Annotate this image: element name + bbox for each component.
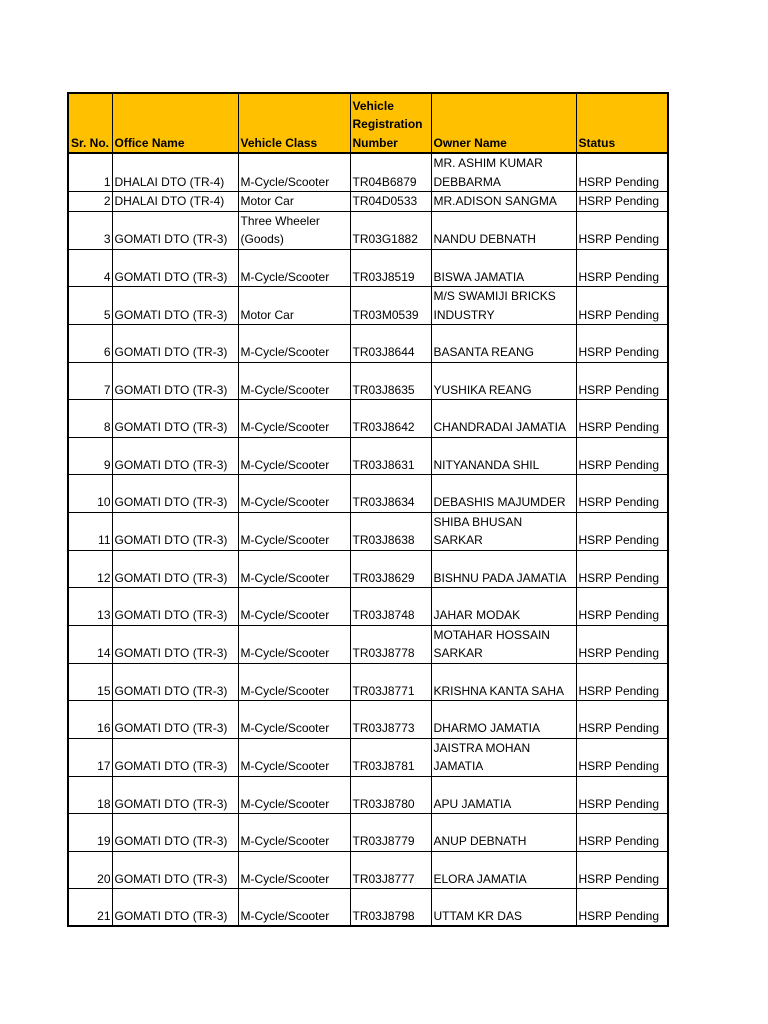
owner-name-cell: YUSHIKA REANG xyxy=(431,362,576,400)
sr-no-cell: 19 xyxy=(68,814,112,852)
status-cell: HSRP Pending xyxy=(576,625,668,663)
office-name-cell: GOMATI DTO (TR-3) xyxy=(112,211,238,249)
registration-number-cell: TR03J8781 xyxy=(350,738,431,776)
sr-no-cell: 14 xyxy=(68,625,112,663)
status-cell: HSRP Pending xyxy=(576,192,668,212)
status-cell: HSRP Pending xyxy=(576,701,668,739)
vehicle-class-cell: M-Cycle/Scooter xyxy=(238,625,350,663)
sr-no-cell: 12 xyxy=(68,550,112,588)
vehicle-class-cell: M-Cycle/Scooter xyxy=(238,776,350,814)
status-cell: HSRP Pending xyxy=(576,663,668,701)
owner-name-cell: M/S SWAMIJI BRICKS INDUSTRY xyxy=(431,287,576,325)
owner-name-cell: KRISHNA KANTA SAHA xyxy=(431,663,576,701)
table-row xyxy=(68,701,668,739)
owner-name-cell: NANDU DEBNATH xyxy=(431,211,576,249)
status-cell: HSRP Pending xyxy=(576,512,668,550)
vehicle-class-cell: M-Cycle/Scooter xyxy=(238,851,350,889)
vehicle-class-cell: M-Cycle/Scooter xyxy=(238,701,350,739)
table-row xyxy=(68,211,668,249)
status-cell: HSRP Pending xyxy=(576,400,668,438)
registration-number-cell: TR03J8780 xyxy=(350,776,431,814)
owner-name-cell: BISWA JAMATIA xyxy=(431,249,576,287)
sr-no-cell: 20 xyxy=(68,851,112,889)
vehicle-class-cell: M-Cycle/Scooter xyxy=(238,249,350,287)
sr-no-cell: 3 xyxy=(68,211,112,249)
office-name-cell: GOMATI DTO (TR-3) xyxy=(112,475,238,513)
table-row xyxy=(68,625,668,663)
header-office-name: Office Name xyxy=(112,93,238,153)
sr-no-cell: 8 xyxy=(68,400,112,438)
sr-no-cell: 17 xyxy=(68,738,112,776)
office-name-cell: GOMATI DTO (TR-3) xyxy=(112,400,238,438)
hsrp-pending-table xyxy=(67,92,669,927)
office-name-cell: GOMATI DTO (TR-3) xyxy=(112,325,238,363)
header-vehicle-registration-number: Vehicle Registration Number xyxy=(350,93,431,153)
office-name-cell: GOMATI DTO (TR-3) xyxy=(112,663,238,701)
table-row xyxy=(68,512,668,550)
registration-number-cell: TR03J8777 xyxy=(350,851,431,889)
status-cell: HSRP Pending xyxy=(576,776,668,814)
vehicle-class-cell: Three Wheeler (Goods) xyxy=(238,211,350,249)
table-row xyxy=(68,362,668,400)
owner-name-cell: ANUP DEBNATH xyxy=(431,814,576,852)
table-row xyxy=(68,192,668,212)
sr-no-cell: 10 xyxy=(68,475,112,513)
table-row xyxy=(68,776,668,814)
table-row xyxy=(68,249,668,287)
vehicle-class-cell: M-Cycle/Scooter xyxy=(238,738,350,776)
owner-name-cell: NITYANANDA SHIL xyxy=(431,437,576,475)
sr-no-cell: 9 xyxy=(68,437,112,475)
registration-number-cell: TR03J8771 xyxy=(350,663,431,701)
sr-no-cell: 18 xyxy=(68,776,112,814)
status-cell: HSRP Pending xyxy=(576,211,668,249)
status-cell: HSRP Pending xyxy=(576,362,668,400)
header-vehicle-class: Vehicle Class xyxy=(238,93,350,153)
vehicle-class-cell: M-Cycle/Scooter xyxy=(238,437,350,475)
vehicle-class-cell: M-Cycle/Scooter xyxy=(238,400,350,438)
status-cell: HSRP Pending xyxy=(576,851,668,889)
vehicle-class-cell: Motor Car xyxy=(238,287,350,325)
status-cell: HSRP Pending xyxy=(576,325,668,363)
owner-name-cell: BISHNU PADA JAMATIA xyxy=(431,550,576,588)
sr-no-cell: 15 xyxy=(68,663,112,701)
registration-number-cell: TR03J8644 xyxy=(350,325,431,363)
sr-no-cell: 6 xyxy=(68,325,112,363)
registration-number-cell: TR03J8773 xyxy=(350,701,431,739)
status-cell: HSRP Pending xyxy=(576,287,668,325)
office-name-cell: GOMATI DTO (TR-3) xyxy=(112,814,238,852)
vehicle-class-cell: M-Cycle/Scooter xyxy=(238,588,350,626)
registration-number-cell: TR03J8631 xyxy=(350,437,431,475)
owner-name-cell: MR. ASHIM KUMAR DEBBARMA xyxy=(431,153,576,192)
sr-no-cell: 7 xyxy=(68,362,112,400)
office-name-cell: GOMATI DTO (TR-3) xyxy=(112,362,238,400)
table-row xyxy=(68,738,668,776)
owner-name-cell: CHANDRADAI JAMATIA xyxy=(431,400,576,438)
owner-name-cell: UTTAM KR DAS xyxy=(431,889,576,927)
sr-no-cell: 13 xyxy=(68,588,112,626)
table-row xyxy=(68,663,668,701)
office-name-cell: GOMATI DTO (TR-3) xyxy=(112,701,238,739)
table-row xyxy=(68,287,668,325)
office-name-cell: GOMATI DTO (TR-3) xyxy=(112,437,238,475)
status-cell: HSRP Pending xyxy=(576,249,668,287)
owner-name-cell: DHARMO JAMATIA xyxy=(431,701,576,739)
registration-number-cell: TR03J8748 xyxy=(350,588,431,626)
status-cell: HSRP Pending xyxy=(576,153,668,192)
table-row xyxy=(68,851,668,889)
table-row xyxy=(68,814,668,852)
status-cell: HSRP Pending xyxy=(576,814,668,852)
office-name-cell: GOMATI DTO (TR-3) xyxy=(112,287,238,325)
owner-name-cell: ELORA JAMATIA xyxy=(431,851,576,889)
sr-no-cell: 4 xyxy=(68,249,112,287)
vehicle-class-cell: M-Cycle/Scooter xyxy=(238,814,350,852)
status-cell: HSRP Pending xyxy=(576,550,668,588)
office-name-cell: DHALAI DTO (TR-4) xyxy=(112,192,238,212)
sr-no-cell: 11 xyxy=(68,512,112,550)
office-name-cell: GOMATI DTO (TR-3) xyxy=(112,625,238,663)
sr-no-cell: 21 xyxy=(68,889,112,927)
owner-name-cell: SHIBA BHUSAN SARKAR xyxy=(431,512,576,550)
vehicle-class-cell: M-Cycle/Scooter xyxy=(238,153,350,192)
owner-name-cell: DEBASHIS MAJUMDER xyxy=(431,475,576,513)
registration-number-cell: TR03J8778 xyxy=(350,625,431,663)
registration-number-cell: TR03J8519 xyxy=(350,249,431,287)
status-cell: HSRP Pending xyxy=(576,738,668,776)
table-row xyxy=(68,889,668,927)
vehicle-class-cell: M-Cycle/Scooter xyxy=(238,512,350,550)
vehicle-class-cell: M-Cycle/Scooter xyxy=(238,475,350,513)
owner-name-cell: APU JAMATIA xyxy=(431,776,576,814)
table-row xyxy=(68,588,668,626)
registration-number-cell: TR03M0539 xyxy=(350,287,431,325)
vehicle-class-cell: M-Cycle/Scooter xyxy=(238,325,350,363)
table-row xyxy=(68,437,668,475)
office-name-cell: DHALAI DTO (TR-4) xyxy=(112,153,238,192)
table-row xyxy=(68,153,668,192)
office-name-cell: GOMATI DTO (TR-3) xyxy=(112,550,238,588)
registration-number-cell: TR04D0533 xyxy=(350,192,431,212)
registration-number-cell: TR03J8629 xyxy=(350,550,431,588)
office-name-cell: GOMATI DTO (TR-3) xyxy=(112,738,238,776)
owner-name-cell: MOTAHAR HOSSAIN SARKAR xyxy=(431,625,576,663)
vehicle-class-cell: Motor Car xyxy=(238,192,350,212)
registration-number-cell: TR03G1882 xyxy=(350,211,431,249)
registration-number-cell: TR03J8635 xyxy=(350,362,431,400)
vehicle-class-cell: M-Cycle/Scooter xyxy=(238,550,350,588)
registration-number-cell: TR03J8642 xyxy=(350,400,431,438)
header-status: Status xyxy=(576,93,668,153)
status-cell: HSRP Pending xyxy=(576,588,668,626)
table-row xyxy=(68,400,668,438)
vehicle-class-cell: M-Cycle/Scooter xyxy=(238,663,350,701)
registration-number-cell: TR03J8798 xyxy=(350,889,431,927)
table-row xyxy=(68,325,668,363)
office-name-cell: GOMATI DTO (TR-3) xyxy=(112,889,238,927)
office-name-cell: GOMATI DTO (TR-3) xyxy=(112,588,238,626)
office-name-cell: GOMATI DTO (TR-3) xyxy=(112,512,238,550)
sr-no-cell: 5 xyxy=(68,287,112,325)
vehicle-class-cell: M-Cycle/Scooter xyxy=(238,889,350,927)
office-name-cell: GOMATI DTO (TR-3) xyxy=(112,851,238,889)
owner-name-cell: BASANTA REANG xyxy=(431,325,576,363)
sr-no-cell: 16 xyxy=(68,701,112,739)
table-row xyxy=(68,550,668,588)
sr-no-cell: 2 xyxy=(68,192,112,212)
registration-number-cell: TR03J8634 xyxy=(350,475,431,513)
status-cell: HSRP Pending xyxy=(576,437,668,475)
owner-name-cell: JAHAR MODAK xyxy=(431,588,576,626)
table-row xyxy=(68,475,668,513)
owner-name-cell: JAISTRA MOHAN JAMATIA xyxy=(431,738,576,776)
header-sr-no: Sr. No. xyxy=(68,93,112,153)
office-name-cell: GOMATI DTO (TR-3) xyxy=(112,776,238,814)
vehicle-class-cell: M-Cycle/Scooter xyxy=(238,362,350,400)
header-owner-name: Owner Name xyxy=(431,93,576,153)
owner-name-cell: MR.ADISON SANGMA xyxy=(431,192,576,212)
sr-no-cell: 1 xyxy=(68,153,112,192)
status-cell: HSRP Pending xyxy=(576,475,668,513)
registration-number-cell: TR03J8779 xyxy=(350,814,431,852)
status-cell: HSRP Pending xyxy=(576,889,668,927)
registration-number-cell: TR03J8638 xyxy=(350,512,431,550)
registration-number-cell: TR04B6879 xyxy=(350,153,431,192)
header-row xyxy=(68,93,668,153)
office-name-cell: GOMATI DTO (TR-3) xyxy=(112,249,238,287)
